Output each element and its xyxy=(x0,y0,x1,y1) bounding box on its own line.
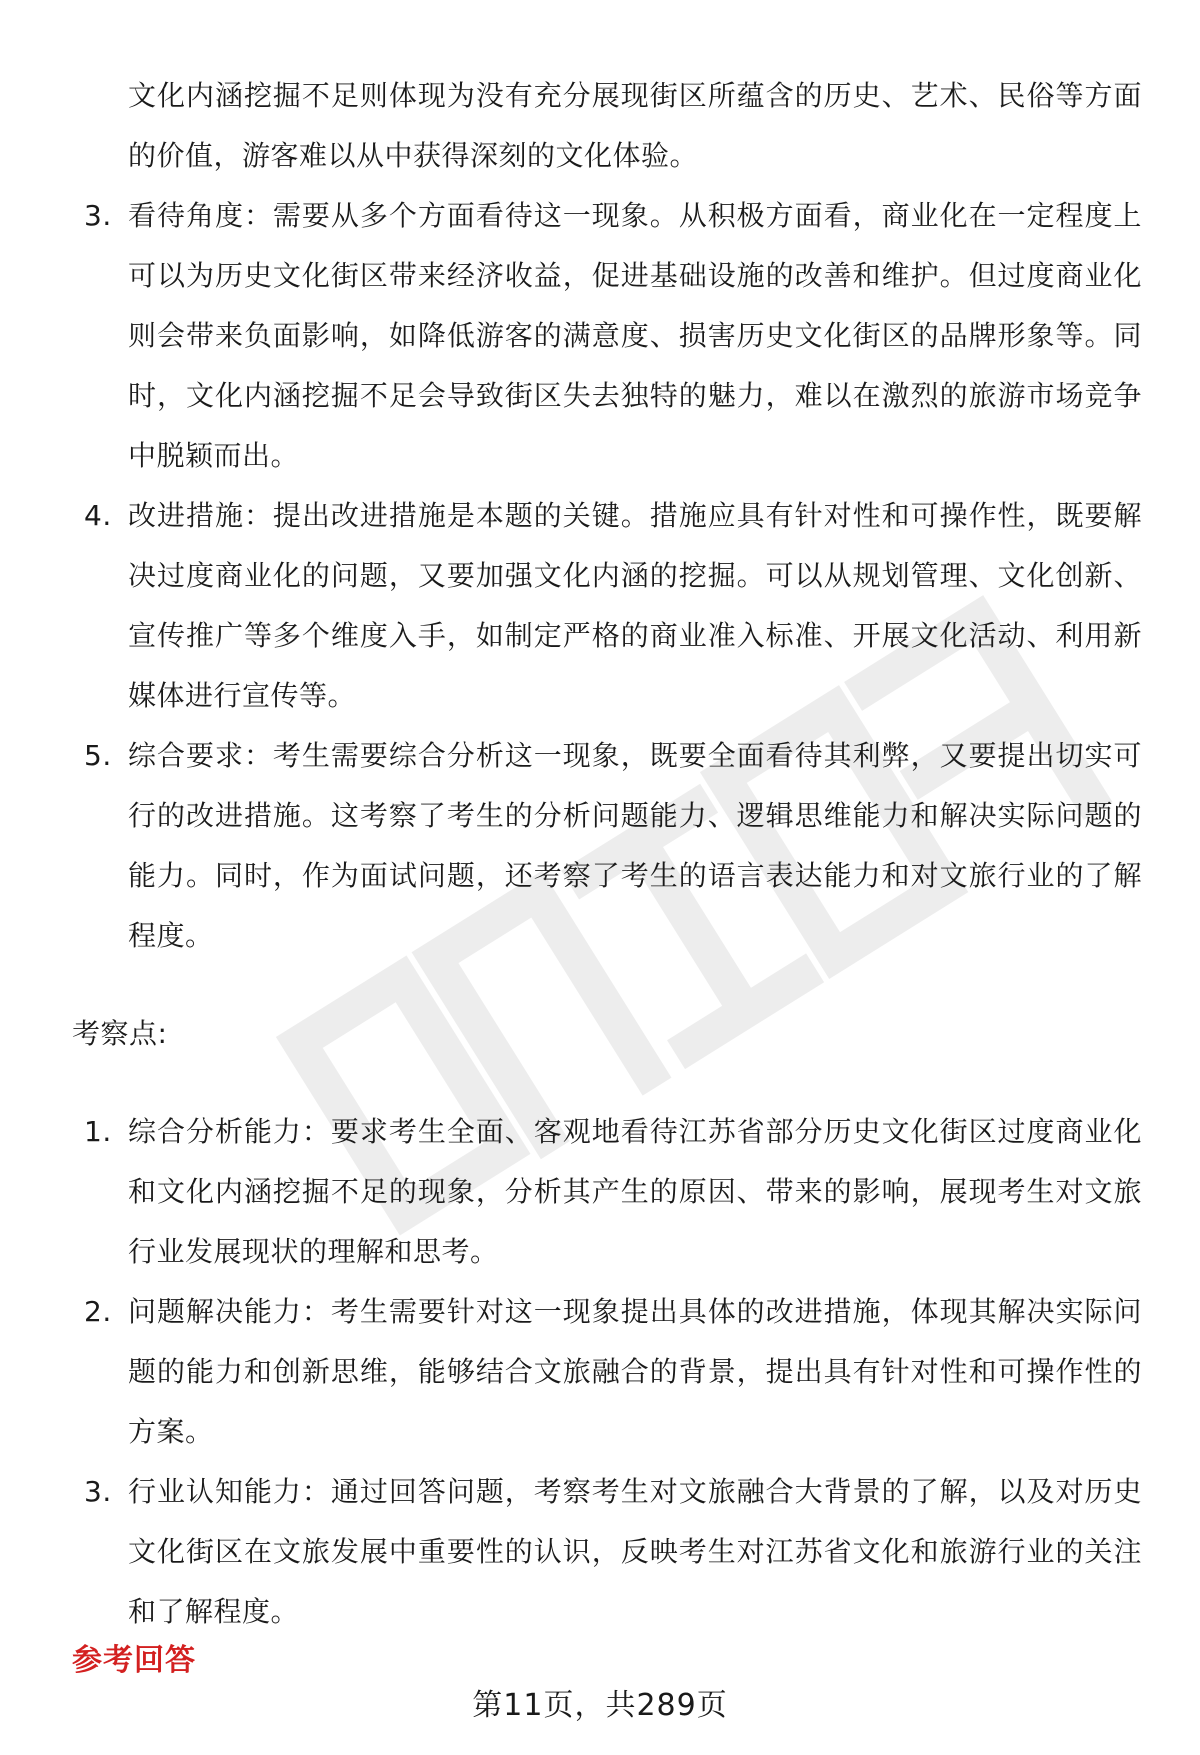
points-list xyxy=(72,1102,1142,1642)
list-item-number: 3. xyxy=(84,199,112,232)
list-item xyxy=(72,1462,1142,1642)
list-item-text: 问题解决能力：考生需要针对这一现象提出具体的改进措施，体现其解决实际问题的能力和创新思维，能够结合文旅融合的背景，提出具有针对性和可操作性的方案。 xyxy=(128,1295,1142,1448)
list-item-text: 改进措施：提出改进措施是本题的关键。措施应具有针对性和可操作性，既要解决过度商业化的问题，又要加强文化内涵的挖掘。可以从规划管理、文化创新、宣传推广等多个维度入手，如制定严格的商业准入标准、开展文化活动、利用新媒体进行宣传等。 xyxy=(128,499,1142,712)
list-item-number: 3. xyxy=(84,1475,112,1508)
list-item-number: 1. xyxy=(84,1115,112,1148)
list-item-number: 4. xyxy=(84,499,112,532)
list-item-text: 看待角度：需要从多个方面看待这一现象。从积极方面看，商业化在一定程度上可以为历史文化街区带来经济收益，促进基础设施的改善和维护。但过度商业化则会带来负面影响，如降低游客的满意度、损害历史文化街区的品牌形象等。同时，文化内涵挖掘不足会导致街区失去独特的魅力，难以在激烈的旅游市场竞争中脱颖而出。 xyxy=(128,199,1142,472)
list-item xyxy=(72,726,1142,966)
section-label-examination-points: 考察点: xyxy=(72,1017,168,1050)
intro-paragraph: 文化内涵挖掘不足则体现为没有充分展现街区所蕴含的历史、艺术、民俗等方面的价值，游客难以从中获得深刻的文化体验。 xyxy=(128,79,1142,172)
list-item-number: 2. xyxy=(84,1295,112,1328)
list-item xyxy=(72,186,1142,486)
reference-answer-heading: 参考回答 xyxy=(72,1643,196,1678)
list-item xyxy=(72,1282,1142,1462)
page-number-footer: 第11页，共289页 xyxy=(472,1688,728,1723)
list-item xyxy=(72,486,1142,726)
analysis-list xyxy=(72,186,1142,966)
list-item-text: 综合要求：考生需要综合分析这一现象，既要全面看待其利弊，又要提出切实可行的改进措施。这考察了考生的分析问题能力、逻辑思维能力和解决实际问题的能力。同时，作为面试问题，还考察了考生的语言表达能力和对文旅行业的了解程度。 xyxy=(128,739,1142,952)
document-body xyxy=(72,66,1142,1642)
list-item-text: 行业认知能力：通过回答问题，考察考生对文旅融合大背景的了解，以及对历史文化街区在文旅发展中重要性的认识，反映考生对江苏省文化和旅游行业的关注和了解程度。 xyxy=(128,1475,1142,1628)
list-item-number: 5. xyxy=(84,739,112,772)
list-item xyxy=(72,1102,1142,1282)
list-item-text: 综合分析能力：要求考生全面、客观地看待江苏省部分历史文化街区过度商业化和文化内涵挖掘不足的现象，分析其产生的原因、带来的影响，展现考生对文旅行业发展现状的理解和思考。 xyxy=(128,1115,1142,1268)
